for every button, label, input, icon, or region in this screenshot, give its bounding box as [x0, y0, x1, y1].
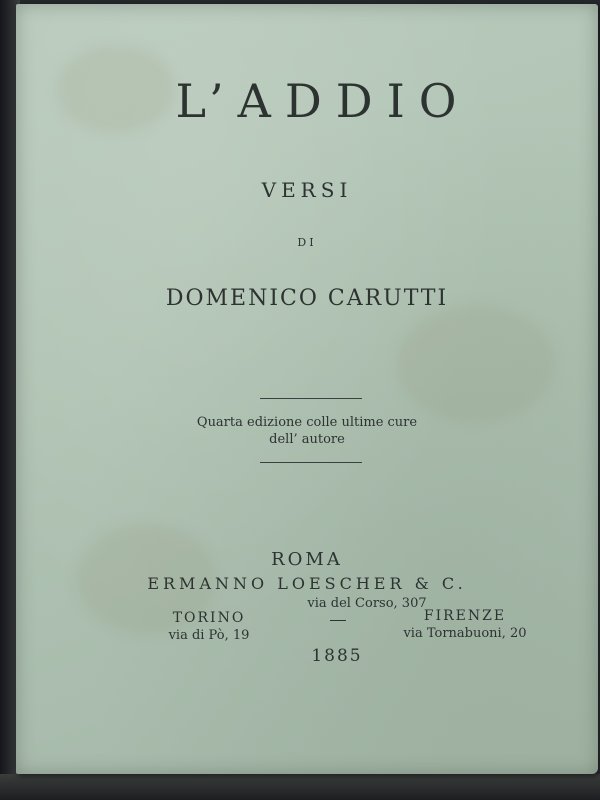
edition-line-1: Quarta edizione colle ultime cure	[196, 415, 418, 430]
book-title: L’ADDIO	[175, 74, 471, 128]
branch-torino	[144, 610, 274, 643]
divider-bottom	[260, 462, 362, 463]
book-bottom-edge	[0, 774, 600, 800]
branch-firenze	[390, 608, 540, 641]
publication-year: 1885	[311, 646, 363, 666]
branch-city: FIRENZE	[423, 608, 507, 624]
publisher-address: via del Corso, 307	[307, 596, 427, 611]
branch-separator	[330, 620, 346, 621]
publisher-name: ERMANNO LOESCHER & C.	[147, 574, 467, 593]
branch-address: via di Pò, 19	[168, 628, 250, 643]
edition-line-2: dell’ autore	[269, 432, 345, 447]
divider-top	[260, 398, 362, 399]
paper-stain	[396, 304, 556, 424]
author-name: DOMENICO CARUTTI	[165, 286, 449, 311]
publisher-city: ROMA	[271, 549, 343, 570]
author-preposition: DI	[297, 236, 317, 249]
branch-address: via Tornabuoni, 20	[403, 626, 527, 641]
book-cover	[16, 4, 598, 774]
book-subtitle: VERSI	[261, 178, 353, 202]
edition-note	[16, 414, 598, 448]
branch-city: TORINO	[172, 610, 246, 626]
